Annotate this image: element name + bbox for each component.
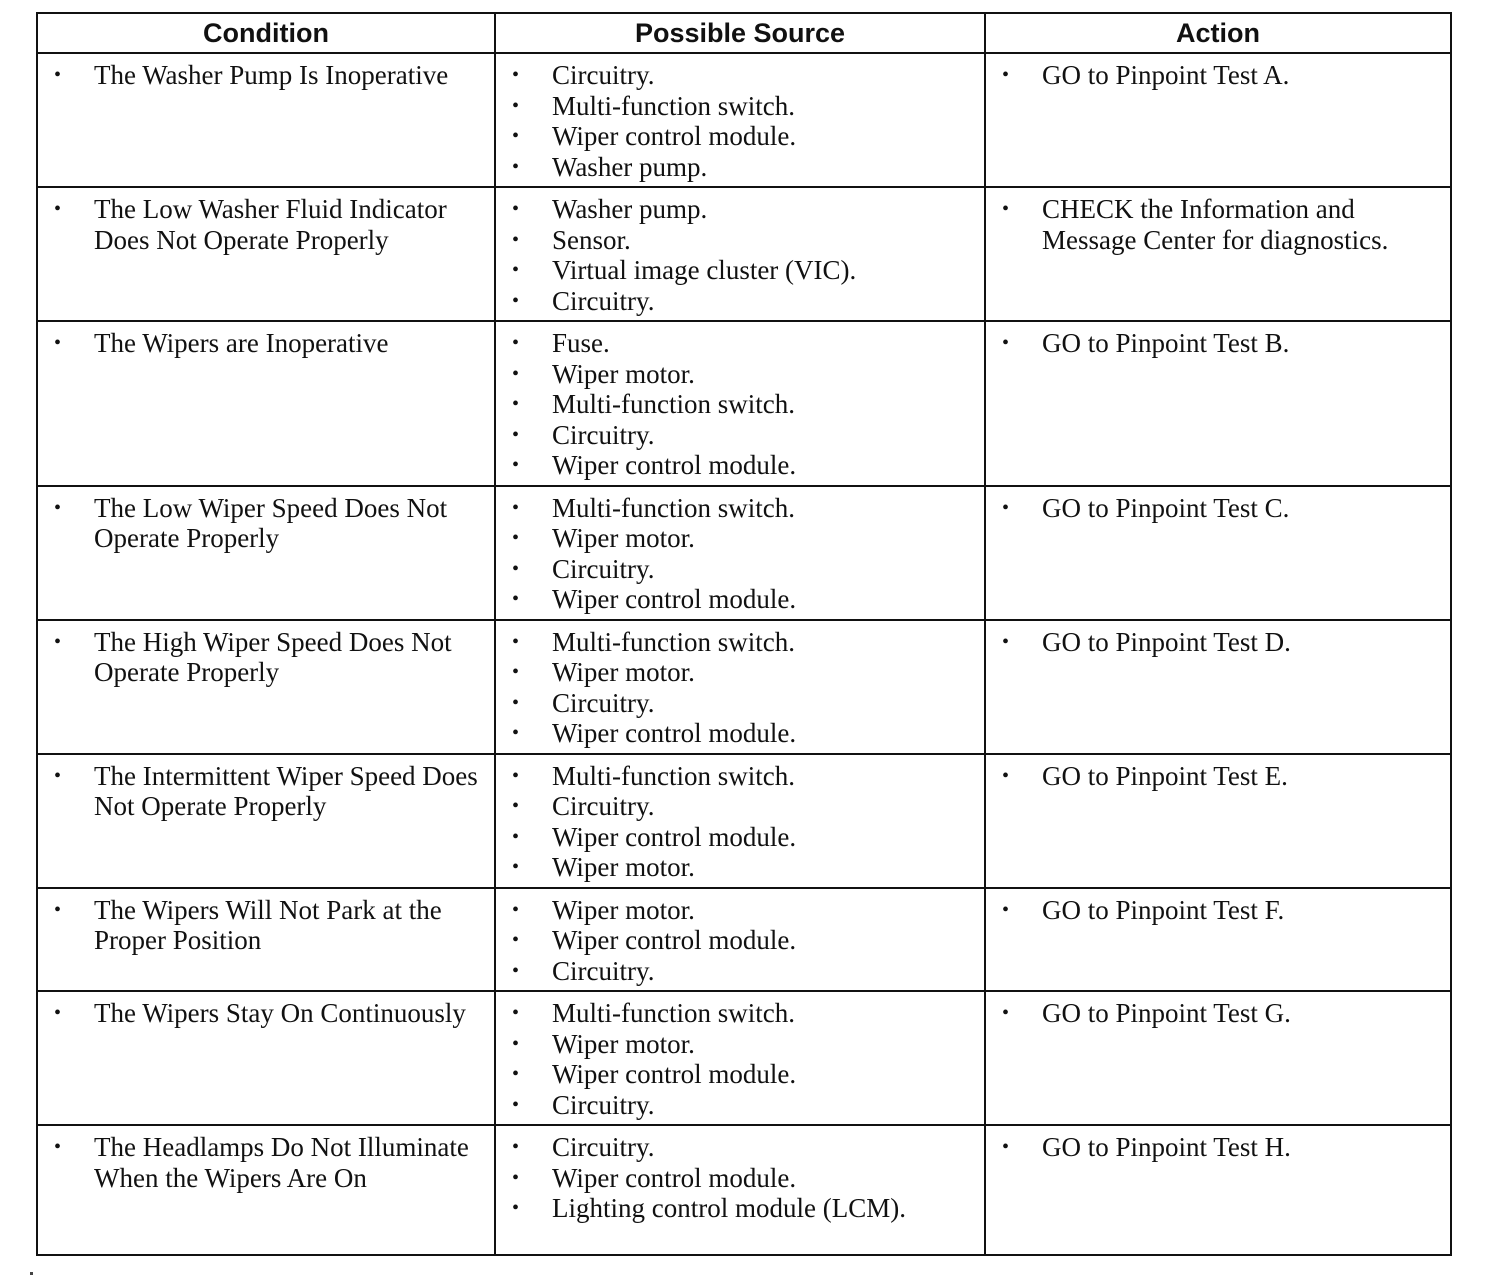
possible-source-item: • Circuitry.: [504, 1132, 976, 1163]
action-cell: [985, 754, 1451, 888]
possible-source-cell: [495, 1125, 985, 1255]
condition-text: • The Wipers Stay On Continuously: [46, 998, 486, 1029]
possible-source-item: • Multi-function switch.: [504, 627, 976, 658]
condition-list: [46, 627, 486, 688]
table-row: [37, 620, 1451, 754]
action-list: [994, 1132, 1442, 1163]
condition-list: [46, 328, 486, 359]
condition-cell: [37, 53, 495, 187]
possible-source-list: [504, 627, 976, 749]
possible-source-item: • Circuitry.: [504, 60, 976, 91]
condition-cell: [37, 991, 495, 1125]
action-list: [994, 627, 1442, 658]
possible-source-item: • Wiper control module.: [504, 822, 976, 853]
condition-cell: [37, 754, 495, 888]
possible-source-item: • Multi-function switch.: [504, 998, 976, 1029]
condition-cell: [37, 321, 495, 486]
condition-text: • The Wipers are Inoperative: [46, 328, 486, 359]
possible-source-list: [504, 998, 976, 1120]
possible-source-item: • Wiper motor.: [504, 657, 976, 688]
possible-source-item: • Wiper control module.: [504, 584, 976, 615]
action-text: • GO to Pinpoint Test B.: [994, 328, 1442, 359]
action-cell: [985, 991, 1451, 1125]
condition-text: • The Low Washer Fluid Indicator Does Not Operate Properly: [46, 194, 486, 255]
table-row: [37, 888, 1451, 992]
header-row: [37, 13, 1451, 53]
possible-source-cell: [495, 321, 985, 486]
condition-text: • The Wipers Will Not Park at the Proper Position: [46, 895, 486, 956]
condition-list: [46, 895, 486, 956]
condition-list: [46, 998, 486, 1029]
possible-source-item: • Wiper motor.: [504, 359, 976, 390]
condition-list: [46, 1132, 486, 1193]
possible-source-item: • Wiper motor.: [504, 852, 976, 883]
condition-text: • The Low Wiper Speed Does Not Operate Properly: [46, 493, 486, 554]
action-cell: [985, 888, 1451, 992]
table-row: [37, 486, 1451, 620]
condition-cell: [37, 888, 495, 992]
table-row: [37, 754, 1451, 888]
table-row: [37, 1125, 1451, 1255]
possible-source-item: • Circuitry.: [504, 956, 976, 987]
action-cell: [985, 187, 1451, 321]
action-text: • GO to Pinpoint Test F.: [994, 895, 1442, 926]
table-row: [37, 53, 1451, 187]
action-list: [994, 60, 1442, 91]
condition-list: [46, 60, 486, 91]
symptom-chart-table: [36, 12, 1452, 1256]
possible-source-list: [504, 493, 976, 615]
possible-source-cell: [495, 53, 985, 187]
action-cell: [985, 1125, 1451, 1255]
action-list: [994, 194, 1442, 255]
possible-source-list: [504, 1132, 976, 1224]
condition-cell: [37, 1125, 495, 1255]
condition-cell: [37, 620, 495, 754]
possible-source-item: • Wiper control module.: [504, 1059, 976, 1090]
condition-text: • The Washer Pump Is Inoperative: [46, 60, 486, 91]
possible-source-cell: [495, 620, 985, 754]
possible-source-cell: [495, 754, 985, 888]
header-possible-source: Possible Source: [495, 13, 985, 53]
action-cell: [985, 486, 1451, 620]
table-row: [37, 187, 1451, 321]
possible-source-cell: [495, 187, 985, 321]
action-list: [994, 895, 1442, 926]
condition-text: • The Intermittent Wiper Speed Does Not Operate Properly: [46, 761, 486, 822]
possible-source-cell: [495, 888, 985, 992]
action-text: • GO to Pinpoint Test D.: [994, 627, 1442, 658]
possible-source-list: [504, 328, 976, 481]
action-text: • GO to Pinpoint Test G.: [994, 998, 1442, 1029]
possible-source-item: • Wiper control module.: [504, 450, 976, 481]
possible-source-item: • Lighting control module (LCM).: [504, 1193, 976, 1224]
symptom-chart-sheet: [36, 12, 1450, 1256]
possible-source-item: • Circuitry.: [504, 554, 976, 585]
action-text: • CHECK the Information and Message Center for diagnostics.: [994, 194, 1442, 255]
possible-source-item: • Wiper control module.: [504, 121, 976, 152]
action-text: • GO to Pinpoint Test E.: [994, 761, 1442, 792]
chart-body: [37, 53, 1451, 1255]
possible-source-list: [504, 761, 976, 883]
action-cell: [985, 321, 1451, 486]
condition-cell: [37, 486, 495, 620]
condition-cell: [37, 187, 495, 321]
header-action: Action: [985, 13, 1451, 53]
table-row: [37, 321, 1451, 486]
possible-source-item: • Wiper control module.: [504, 718, 976, 749]
condition-text: • The Headlamps Do Not Illuminate When the Wipers Are On: [46, 1132, 486, 1193]
possible-source-cell: [495, 991, 985, 1125]
action-text: • GO to Pinpoint Test A.: [994, 60, 1442, 91]
possible-source-item: • Circuitry.: [504, 791, 976, 822]
scan-speck: [30, 1272, 33, 1275]
possible-source-item: • Multi-function switch.: [504, 761, 976, 792]
possible-source-list: [504, 60, 976, 182]
table-row: [37, 991, 1451, 1125]
condition-list: [46, 761, 486, 822]
possible-source-item: • Wiper control module.: [504, 925, 976, 956]
action-cell: [985, 53, 1451, 187]
possible-source-item: • Wiper motor.: [504, 1029, 976, 1060]
possible-source-item: • Washer pump.: [504, 152, 976, 183]
condition-list: [46, 493, 486, 554]
action-cell: [985, 620, 1451, 754]
possible-source-item: • Multi-function switch.: [504, 493, 976, 524]
possible-source-item: • Multi-function switch.: [504, 91, 976, 122]
possible-source-item: • Circuitry.: [504, 688, 976, 719]
possible-source-cell: [495, 486, 985, 620]
action-text: • GO to Pinpoint Test C.: [994, 493, 1442, 524]
possible-source-item: • Multi-function switch.: [504, 389, 976, 420]
possible-source-item: • Washer pump.: [504, 194, 976, 225]
possible-source-list: [504, 194, 976, 316]
possible-source-item: • Wiper control module.: [504, 1163, 976, 1194]
action-list: [994, 328, 1442, 359]
condition-text: • The High Wiper Speed Does Not Operate Properly: [46, 627, 486, 688]
action-list: [994, 493, 1442, 524]
possible-source-item: • Virtual image cluster (VIC).: [504, 255, 976, 286]
possible-source-item: • Sensor.: [504, 225, 976, 256]
possible-source-item: • Circuitry.: [504, 420, 976, 451]
possible-source-list: [504, 895, 976, 987]
possible-source-item: • Circuitry.: [504, 286, 976, 317]
possible-source-item: • Circuitry.: [504, 1090, 976, 1121]
header-condition: Condition: [37, 13, 495, 53]
action-list: [994, 998, 1442, 1029]
action-list: [994, 761, 1442, 792]
possible-source-item: • Fuse.: [504, 328, 976, 359]
condition-list: [46, 194, 486, 255]
possible-source-item: • Wiper motor.: [504, 895, 976, 926]
action-text: • GO to Pinpoint Test H.: [994, 1132, 1442, 1163]
possible-source-item: • Wiper motor.: [504, 523, 976, 554]
